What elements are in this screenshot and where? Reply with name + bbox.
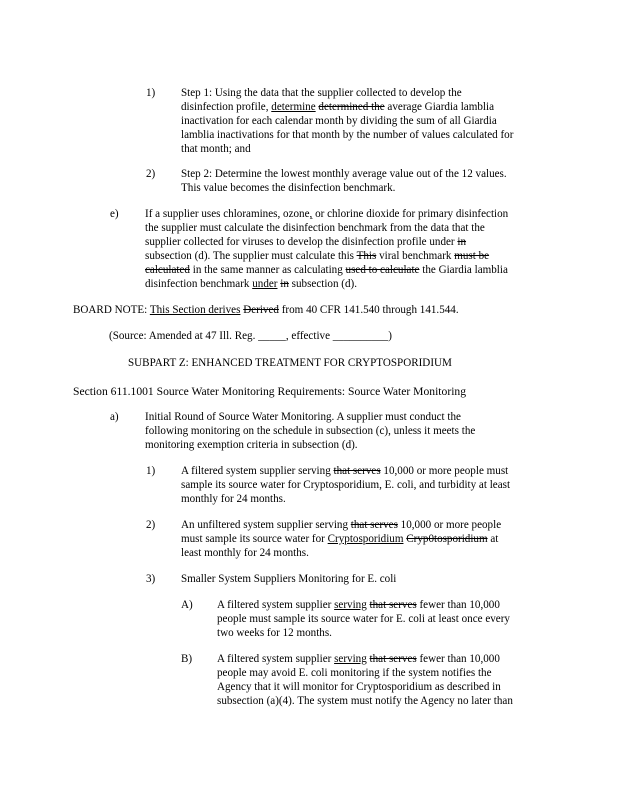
text-run: two weeks for 12 months. <box>217 626 332 639</box>
text-line <box>145 439 475 453</box>
text-line <box>181 143 513 157</box>
text-line <box>181 479 510 493</box>
text-line <box>217 613 510 627</box>
subpart-heading: SUBPART Z: ENHANCED TREATMENT FOR CRYPTOSPORIDIUM <box>128 357 452 369</box>
inserted-text: determine <box>271 100 316 113</box>
text-line <box>181 573 396 587</box>
text-run: A filtered system supplier <box>217 653 335 665</box>
text-run: at <box>487 532 499 545</box>
text-line <box>217 667 513 681</box>
item-label: 1) <box>146 465 156 477</box>
deleted-text: Cryp0tosporidium <box>406 532 488 545</box>
inserted-text: This Section derives <box>149 304 241 316</box>
item-label: A) <box>181 599 193 611</box>
paragraph-text <box>217 599 510 641</box>
paragraph-text <box>181 465 510 507</box>
text-line <box>181 182 507 196</box>
deleted-text: that serves <box>369 653 417 665</box>
text-line <box>217 653 513 667</box>
text-line <box>145 411 475 425</box>
inserted-text: Cryptosporidium <box>327 532 404 545</box>
text-run: inactivation for each calendar month by dividing the sum of all Giardia <box>181 114 497 127</box>
text-line <box>145 425 475 439</box>
item-label: 2) <box>146 168 156 180</box>
text-line <box>181 115 513 129</box>
text-line <box>145 264 508 278</box>
paragraph-text <box>181 573 396 587</box>
text-line <box>217 681 513 695</box>
text-run: Agency that it will monitor for Cryptosporidium as described in <box>217 680 501 693</box>
text-run: average Giardia lamblia <box>384 100 494 113</box>
inserted-text: serving <box>334 599 367 611</box>
text-run: or chlorine dioxide for primary disinfection <box>312 208 509 220</box>
deleted-text: that serves <box>350 519 398 531</box>
text-run: supplier collected for viruses to develop the disinfection profile under <box>145 235 458 248</box>
text-line <box>181 168 507 182</box>
paragraph-text <box>181 168 507 196</box>
text-run: must sample its source water for <box>181 532 328 545</box>
text-run: following monitoring on the schedule in subsection (c), unless it meets the <box>145 424 476 437</box>
deleted-text: that serves <box>333 465 381 477</box>
text-run: subsection (a)(4). The system must notify the Agency no later than <box>217 694 513 707</box>
text-run: from 40 CFR 141.540 through 141.544. <box>278 304 459 316</box>
item-label: B) <box>181 653 193 665</box>
text-run: Step 2: Determine the lowest monthly average value out of the 12 values. <box>181 168 507 180</box>
text-run: 10,000 or more people <box>397 519 502 531</box>
text-line <box>181 87 513 101</box>
text-run: An unfiltered system supplier serving <box>181 519 351 531</box>
text-run: This value becomes the disinfection benchmark. <box>181 181 396 194</box>
text-run: A filtered system supplier <box>217 599 335 611</box>
item-label: 1) <box>146 87 156 99</box>
deleted-text: used to calculate <box>345 263 420 276</box>
text-run: Step 1: Using the data that the supplier collected to develop the <box>181 87 462 99</box>
text-line <box>181 493 510 507</box>
text-run: disinfection profile, <box>181 100 272 113</box>
text-run: sample its source water for Cryptosporidium, E. coli, and turbidity at least <box>181 478 511 491</box>
deleted-text: This <box>356 249 377 262</box>
text-line <box>145 250 508 264</box>
deleted-text: in <box>457 235 467 248</box>
text-run: 10,000 or more people must <box>380 465 509 477</box>
text-line <box>217 599 510 613</box>
deleted-text: must be <box>454 249 490 262</box>
text-run: If a supplier uses chloramines, ozone <box>145 208 310 220</box>
board-note <box>73 304 459 318</box>
deleted-text: in <box>280 277 289 290</box>
text-run: Smaller System Suppliers Monitoring for E. coli <box>181 573 397 585</box>
text-line <box>181 547 501 561</box>
paragraph-text <box>181 87 513 157</box>
text-line <box>181 129 513 143</box>
text-line <box>145 236 508 250</box>
inserted-text: serving <box>334 653 367 665</box>
deleted-text: determined the <box>318 100 385 113</box>
text-run: subsection (d). <box>288 277 357 290</box>
item-label: 3) <box>146 573 156 585</box>
text-line <box>181 519 501 533</box>
text-run: disinfection benchmark <box>145 277 253 290</box>
inserted-text: under <box>252 277 278 290</box>
text-line <box>181 101 513 115</box>
section-heading: Section 611.1001 Source Water Monitoring Requirements: Source Water Monitoring <box>73 385 467 398</box>
text-run: monthly for 24 months. <box>181 492 286 505</box>
paragraph-text <box>145 411 475 453</box>
text-run: in the same manner as calculating <box>189 263 346 276</box>
item-label: a) <box>110 411 119 423</box>
text-line <box>145 278 508 292</box>
text-run: the Giardia lamblia <box>419 263 508 276</box>
deleted-text: Derived <box>243 304 279 316</box>
text-line <box>145 222 508 236</box>
deleted-text: calculated <box>145 263 190 276</box>
text-line <box>181 533 501 547</box>
text-run: subsection (d). The supplier must calculate this <box>145 249 357 262</box>
paragraph-text <box>145 208 508 291</box>
text-run: people may avoid E. coli monitoring if the system notifies the <box>217 666 492 679</box>
text-run: the supplier must calculate the disinfection benchmark from the data that the <box>145 221 485 234</box>
text-run: A filtered system supplier serving <box>181 465 334 477</box>
text-run: lamblia inactivations for that month by the number of values calculated for <box>181 128 514 141</box>
text-run: fewer than 10,000 <box>416 653 500 665</box>
source-note: (Source: Amended at 47 Ill. Reg. _____, effective __________) <box>109 330 392 342</box>
paragraph-text <box>217 653 513 709</box>
text-run: that month; and <box>181 142 251 155</box>
paragraph-text <box>181 519 501 561</box>
text-run: monitoring exemption criteria in subsection (d). <box>145 438 358 451</box>
text-run: Initial Round of Source Water Monitoring. A supplier must conduct the <box>145 411 461 423</box>
text-line <box>145 208 508 222</box>
text-run: fewer than 10,000 <box>416 599 500 611</box>
text-line <box>217 695 513 709</box>
text-run: viral benchmark <box>376 249 455 262</box>
text-run: BOARD NOTE: <box>73 304 150 316</box>
text-run: least monthly for 24 months. <box>181 546 309 559</box>
deleted-text: that serves <box>369 599 417 611</box>
text-line <box>217 627 510 641</box>
item-label: 2) <box>146 519 156 531</box>
inserted-text: , <box>309 208 313 220</box>
item-label: e) <box>110 208 119 220</box>
text-line <box>181 465 510 479</box>
text-run: people must sample its source water for E. coli at least once every <box>217 612 510 625</box>
